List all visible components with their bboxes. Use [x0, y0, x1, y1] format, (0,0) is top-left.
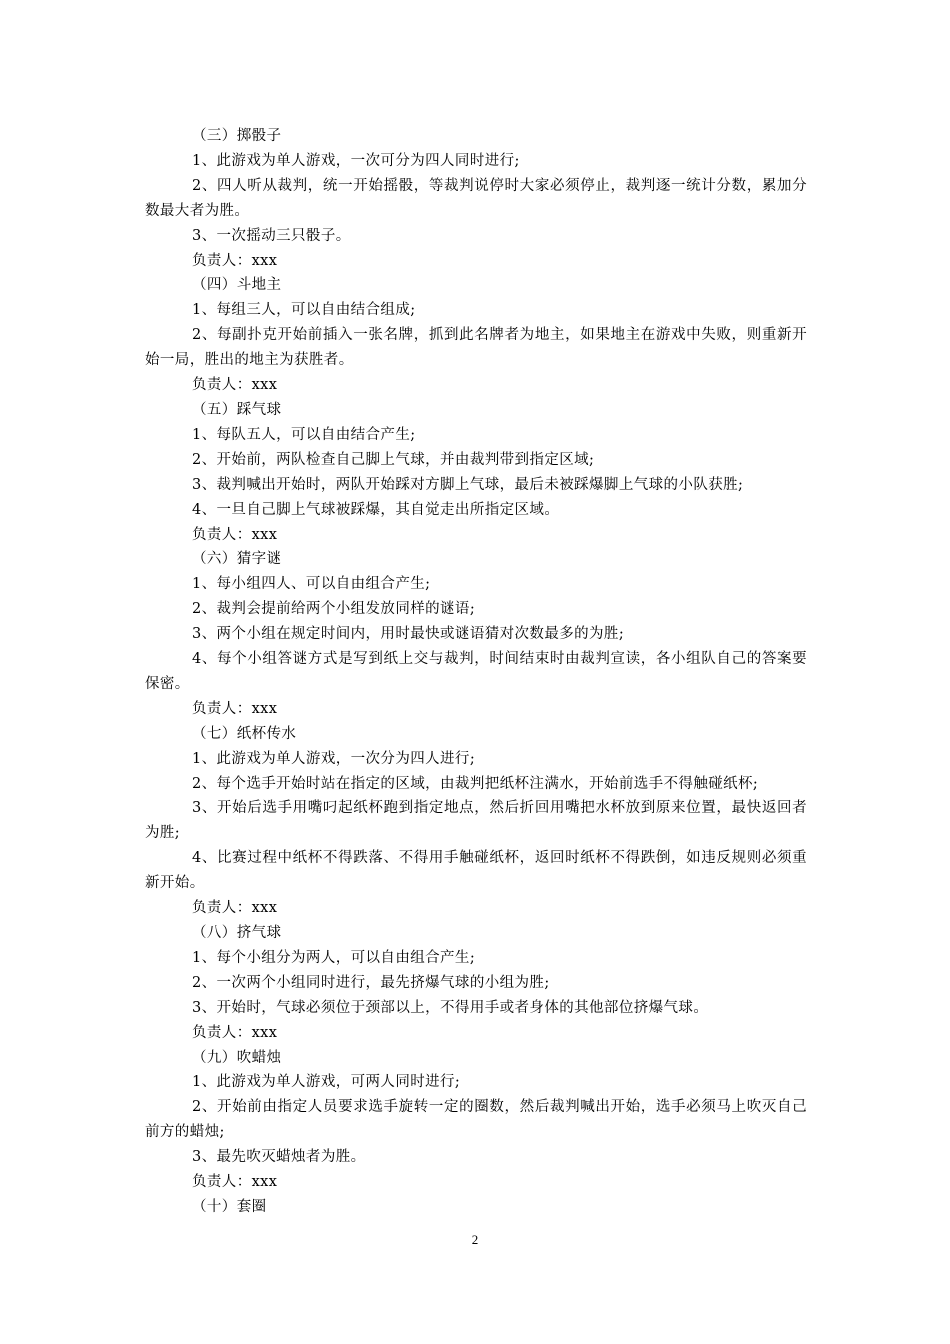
section-heading: （七）纸杯传水: [192, 725, 297, 742]
text-line: 2、每个选手开始时站在指定的区域，由裁判把纸杯注满水，开始前选手不得触碰纸杯;: [192, 775, 759, 792]
text-line: 4、一旦自己脚上气球被踩爆，其自觉走出所指定区域。: [192, 501, 560, 518]
text-line: 3、开始时，气球必须位于颈部以上，不得用手或者身体的其他部位挤爆气球。: [192, 999, 709, 1016]
section-heading: （八）挤气球: [192, 925, 282, 941]
text-line: 负责人：xxx: [192, 1174, 278, 1191]
text-line: 1、此游戏为单人游戏，一次可分为四人同时进行;: [192, 152, 520, 169]
text-line: 3、裁判喊出开始时，两队开始踩对方脚上气球，最后未被踩爆脚上气球的小队获胜;: [192, 476, 744, 493]
section-heading: （三）掷骰子: [192, 128, 282, 144]
section-heading: （四）斗地主: [192, 277, 282, 294]
text-line: 3、一次摇动三只骰子。: [192, 227, 351, 244]
text-line: 负责人：xxx: [192, 1024, 278, 1041]
text-line: 负责人：xxx: [192, 377, 278, 394]
section-heading: （十）套圈: [192, 1198, 267, 1215]
text-line: 2、开始前，两队检查自己脚上气球，并由裁判带到指定区域;: [192, 451, 595, 468]
text-line: 1、每组三人，可以自由结合组成;: [192, 302, 416, 319]
paragraph: 2、四人听从裁判，统一开始摇骰，等裁判说停时大家必须停止，裁判逐一统计分数，累加分数最大者为胜。: [145, 177, 807, 219]
paragraph: 2、开始前由指定人员要求选手旋转一定的圈数，然后裁判喊出开始，选手必须马上吹灭自己前方的蜡烛;: [145, 1099, 807, 1141]
text-line: 1、每个小组分为两人，可以自由组合产生;: [192, 949, 476, 966]
text-line: 负责人：xxx: [192, 900, 278, 917]
paragraph: 4、比赛过程中纸杯不得跌落、不得用手触碰纸杯，返回时纸杯不得跌倒，如违反规则必须重新开始。: [145, 850, 807, 892]
section-heading: （九）吹蜡烛: [192, 1049, 282, 1066]
text-line: 3、两个小组在规定时间内，用时最快或谜语猜对次数最多的为胜;: [192, 626, 625, 643]
text-line: 1、此游戏为单人游戏，可两人同时进行;: [192, 1074, 461, 1091]
section-heading: （五）踩气球: [192, 401, 282, 418]
paragraph: 4、每个小组答谜方式是写到纸上交与裁判，时间结束时由裁判宣读，各小组队自己的答案要保密。: [145, 651, 807, 692]
text-line: 负责人：xxx: [192, 252, 278, 269]
text-line: 1、每小组四人、可以自由组合产生;: [192, 576, 431, 593]
paragraph: 3、开始后选手用嘴叼起纸杯跑到指定地点，然后折回用嘴把水杯放到原来位置，最快返回者为胜;: [145, 800, 807, 842]
section-heading: （六）猜字谜: [192, 551, 282, 568]
text-line: 1、此游戏为单人游戏，一次分为四人进行;: [192, 750, 476, 767]
text-line: 2、一次两个小组同时进行，最先挤爆气球的小组为胜;: [192, 974, 550, 991]
text-line: 负责人：xxx: [192, 526, 278, 543]
paragraph: 2、每副扑克开始前插入一张名牌，抓到此名牌者为地主，如果地主在游戏中失败，则重新开始一局，胜出的地主为获胜者。: [145, 327, 807, 369]
page-number: 2: [471, 1232, 479, 1247]
text-line: 2、裁判会提前给两个小组发放同样的谜语;: [192, 601, 476, 618]
text-line: 1、每队五人，可以自由结合产生;: [192, 426, 416, 443]
document-body: [145, 124, 807, 1220]
text-line: 负责人：xxx: [192, 700, 278, 717]
text-line: 3、最先吹灭蜡烛者为胜。: [192, 1149, 366, 1166]
